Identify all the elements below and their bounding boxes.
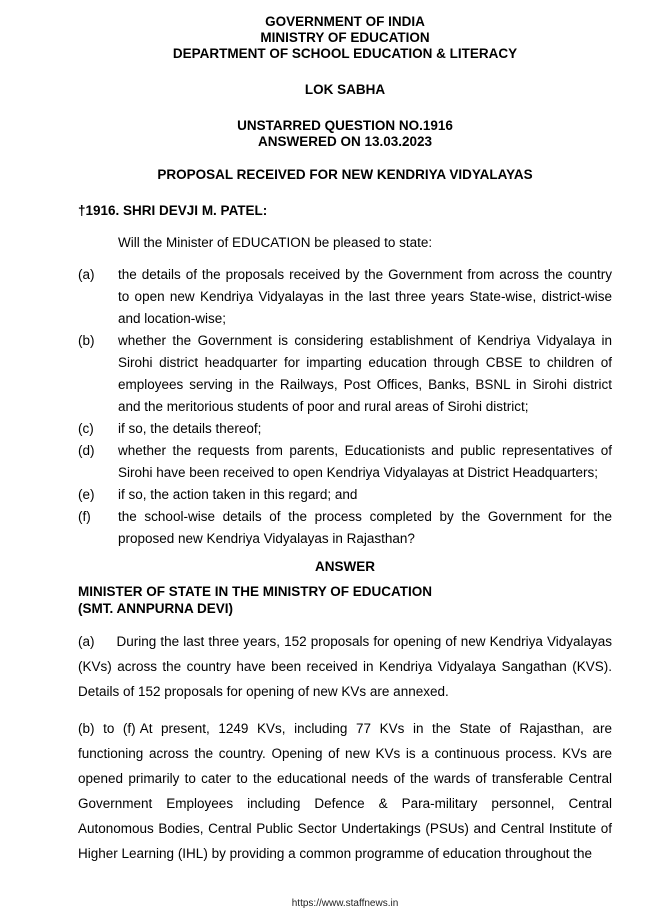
question-item-label: (d) <box>78 443 95 458</box>
question-item <box>78 506 612 550</box>
question-item <box>78 418 612 440</box>
question-item-text: whether the Government is considering establishment of Kendriya Vidyalaya in Sirohi district headquarter for imparting education through CBSE to children of employees serving in the Railways, Post Offices, Banks, BSNL in Sirohi district and the meritorious students of poor and rural areas of Sirohi district; <box>118 333 612 414</box>
question-item <box>78 440 612 484</box>
footer-link[interactable]: https://www.staffnews.in <box>291 898 399 909</box>
header-line-government: GOVERNMENT OF INDIA <box>265 14 425 29</box>
document-header <box>78 14 612 62</box>
question-item-text: whether the requests from parents, Educationists and public representatives of Sirohi have been received to open Kendriya Vidyalayas at District Headquarters; <box>118 443 612 480</box>
question-number: UNSTARRED QUESTION NO.1916 <box>237 118 453 133</box>
answer-paragraph-a <box>78 629 612 704</box>
minister-designation <box>78 583 612 617</box>
page-footer <box>78 898 612 910</box>
question-list <box>78 264 612 550</box>
minister-line-2: (SMT. ANNPURNA DEVI) <box>78 601 233 616</box>
question-item-label: (a) <box>78 267 95 282</box>
question-item-text: the school-wise details of the process completed by the Government for the proposed new Kendriya Vidyalayas in Rajasthan? <box>118 509 612 546</box>
question-item-label: (c) <box>78 421 94 436</box>
answer-label: (b) to (f) <box>78 721 136 736</box>
header-line-department: DEPARTMENT OF SCHOOL EDUCATION & LITERACY <box>172 46 518 61</box>
answer-heading: ANSWER <box>315 559 375 574</box>
question-item <box>78 330 612 418</box>
question-item <box>78 264 612 330</box>
answered-on-date: ANSWERED ON 13.03.2023 <box>257 134 433 149</box>
question-item-label: (f) <box>78 509 91 524</box>
answer-text: At present, 1249 KVs, including 77 KVs in the State of Rajasthan, are functioning across the country. Opening of new KVs is a continuous process. KVs are opened primarily to cater to the educational needs of the wards of transferable Central Government Employees including Defence & Para-military personnel, Central Autonomous Bodies, Central Public Sector Undertakings (PSUs) and Central Institute of Higher Learning (IHL) by providing a common programme of education throughout the <box>78 721 612 861</box>
house-name: LOK SABHA <box>304 82 386 97</box>
answer-text: During the last three years, 152 proposals for opening of new Kendriya Vidyalayas (KVs) across the country have been received in Kendriya Vidyalaya Sangathan (KVS). Details of 152 proposals for opening of new KVs are annexed. <box>78 634 612 699</box>
question-number-block <box>78 118 612 150</box>
question-item-label: (b) <box>78 333 95 348</box>
question-item-text: the details of the proposals received by the Government from across the country to open new Kendriya Vidyalayas in the last three years State-wise, district-wise and location-wise; <box>118 267 612 326</box>
question-item-label: (e) <box>78 487 95 502</box>
header-line-ministry: MINISTRY OF EDUCATION <box>260 30 430 45</box>
answer-paragraph-b-to-f <box>78 716 612 866</box>
question-item-text: if so, the details thereof; <box>118 421 262 436</box>
question-item <box>78 484 612 506</box>
answer-label: (a) <box>78 634 95 649</box>
question-intro: Will the Minister of EDUCATION be pleased to state: <box>118 235 433 250</box>
member-name: †1916. SHRI DEVJI M. PATEL: <box>78 203 268 218</box>
minister-line-1: MINISTER OF STATE IN THE MINISTRY OF EDUCATION <box>78 584 432 599</box>
question-item-text: if so, the action taken in this regard; and <box>118 487 358 502</box>
document-title: PROPOSAL RECEIVED FOR NEW KENDRIYA VIDYALAYAS <box>157 167 533 182</box>
